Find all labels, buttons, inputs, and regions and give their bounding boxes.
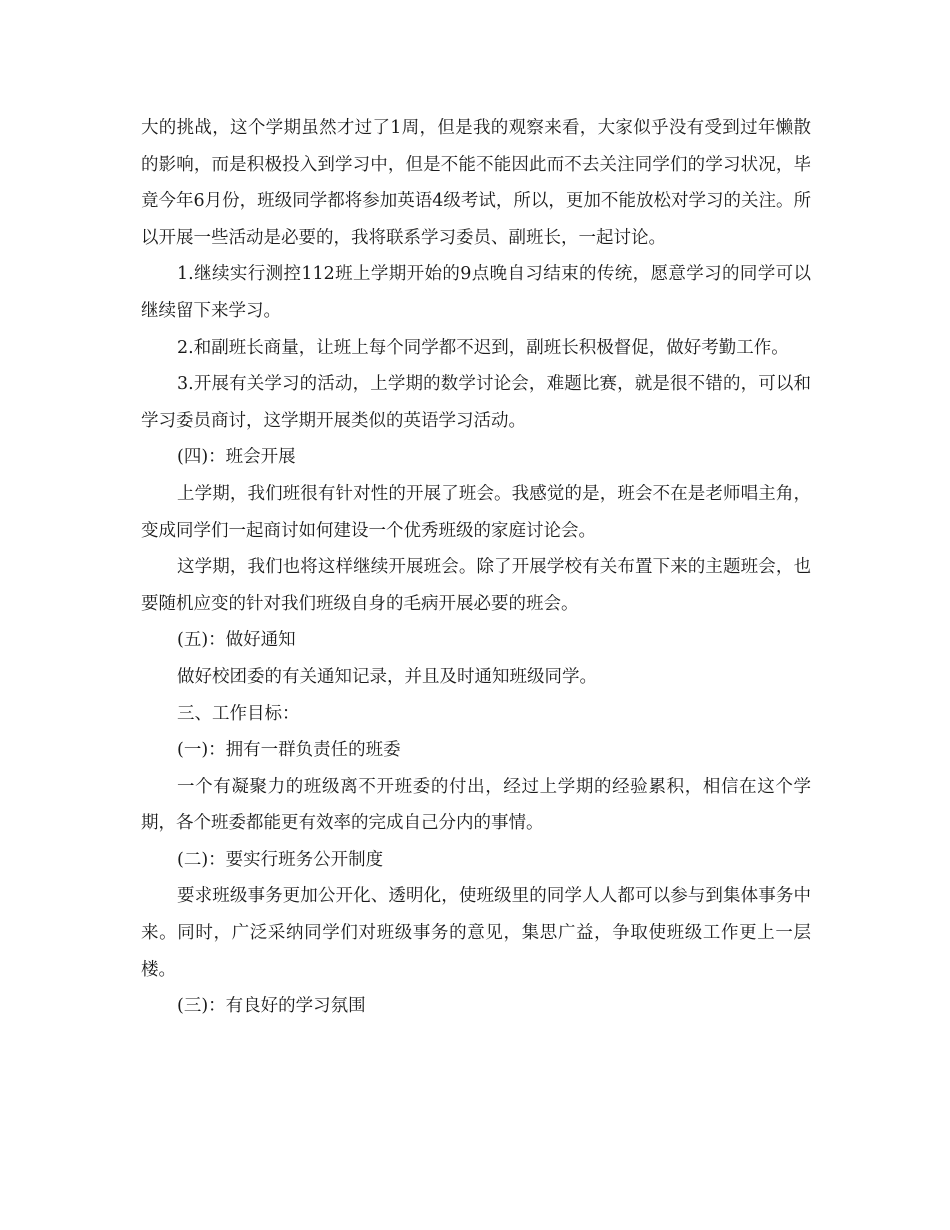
paragraph-item-2: 2.和副班长商量，让班上每个同学都不迟到，副班长积极督促，做好考勤工作。 xyxy=(177,337,789,358)
subheading-study-atmosphere: (三)：有良好的学习氛围 xyxy=(177,996,366,1017)
subheading-responsible-committee: (一)：拥有一群负责任的班委 xyxy=(177,740,401,761)
document-page xyxy=(141,110,811,1025)
paragraph-intro: 大的挑战，这个学期虽然才过了1周，但是我的观察来看，大家似乎没有受到过年懒散的影响，而是积极投入到学习中，但是不能不能因此而不去关注同学们的学习状况，毕竟今年6月份，班级同学都将参加英语4级考试，所以，更加不能放松对学习的关注。所以开展一些活动是必要的，我将联系学习委员、副班长，一起讨论。 xyxy=(141,118,811,248)
subheading-open-affairs: (二)：要实行班务公开制度 xyxy=(177,849,384,870)
section-heading-notifications: (五)：做好通知 xyxy=(177,630,296,651)
paragraph-class-meeting-this-term: 这学期，我们也将这样继续开展班会。除了开展学校有关布置下来的主题班会，也要随机应变的针对我们班级自身的毛病开展必要的班会。 xyxy=(141,557,811,614)
paragraph-responsible-committee: 一个有凝聚力的班级离不开班委的付出，经过上学期的经验累积，相信在这个学期，各个班委都能更有效率的完成自己分内的事情。 xyxy=(141,776,811,834)
paragraph-open-affairs: 要求班级事务更加公开化、透明化，使班级里的同学人人都可以参与到集体事务中来。同时，广泛采纳同学们对班级事务的意见，集思广益，争取使班级工作更上一层楼。 xyxy=(141,886,811,980)
paragraph-item-1: 1.继续实行测控112班上学期开始的9点晚自习结束的传统，愿意学习的同学可以继续留下来学习。 xyxy=(141,264,811,321)
section-heading-work-goals: 三、工作目标： xyxy=(177,703,300,724)
section-heading-class-meeting: (四)：班会开展 xyxy=(177,447,296,468)
paragraph-notifications: 做好校团委的有关通知记录，并且及时通知班级同学。 xyxy=(177,666,597,687)
paragraph-class-meeting-last-term: 上学期，我们班很有针对性的开展了班会。我感觉的是，班会不在是老师唱主角，变成同学们一起商讨如何建设一个优秀班级的家庭讨论会。 xyxy=(141,483,811,541)
paragraph-item-3: 3.开展有关学习的活动，上学期的数学讨论会，难题比赛，就是很不错的，可以和学习委员商讨，这学期开展类似的英语学习活动。 xyxy=(141,374,811,431)
